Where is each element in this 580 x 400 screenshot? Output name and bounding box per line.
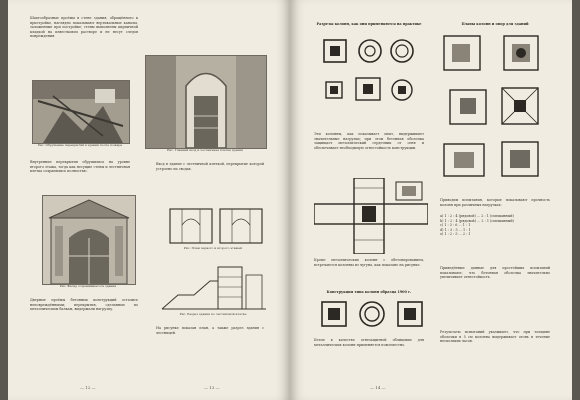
left-mid-text <box>30 160 130 174</box>
caption-fig4-text: Рис. План первого и второго этажей <box>183 246 243 250</box>
left-intro-text-content: Шахтообразные проёмы в стене здания, обращённого к пристройке, наглядно показывают вертикальные каналы, заложенные при постройке; стены выполнены кирпичной кладкой на известковом растворе и не несут следов повреждения. <box>30 16 138 39</box>
caption-fig5 <box>158 313 268 317</box>
right-text-col2-bottom <box>440 330 550 344</box>
heading-top-left: Разрезы колонн, как они применяются на практике <box>316 22 422 26</box>
right-text-col2-bottom-content: Результаты испытаний указывают, что при толщине оболочки в 5 см колонна выдерживает огонь в течение нескольких часов. <box>440 330 550 344</box>
left-page <box>8 0 290 400</box>
left-lower-right-text-content: На рисунке показан план, а также разрез здания с лестницей. <box>156 326 264 335</box>
collapsed-interior-illustration <box>33 81 129 143</box>
right-text-col1-bottom <box>314 338 424 347</box>
left-mid-text-content: Внутренние перекрытия обрушились на уровне второго этажа, тогда как несущие стены и лестничная клетка сохранились полностью. <box>30 160 130 174</box>
right-text-col2-content: Приводим испытания, которые показывают прочность колонн при различных нагрузках: <box>440 198 550 207</box>
beam-junction-diagram <box>314 178 428 254</box>
heading-top-right: Планы колонн и опор для зданий <box>461 22 529 26</box>
facade-illustration <box>43 196 135 284</box>
caption-fig1 <box>32 144 128 148</box>
table-row: c) 1 : 3 : 6 ... 1 : 1 <box>440 223 471 228</box>
right-text-col1-bottom-content: Бетон в качестве огнезащитной облицовки для металлических колонн применяется повсеместно. <box>314 338 424 347</box>
caption-fig4 <box>158 247 268 251</box>
right-text-col1-lower-content: Кроме металлических колонн с обетонированием, встречаются колонны из чугуна, как показано на рисунке. <box>314 258 424 267</box>
table-row: b) 1 : 2 : 4 (рядовой) ... 2 : 1 (смешанный) <box>440 218 514 223</box>
page-number-left-a: — 12 — <box>80 385 96 390</box>
caption-fig3-text: Рис. Фасад сохранившегося здания <box>59 284 117 288</box>
right-text-col2-lower <box>440 266 550 280</box>
right-text-col2 <box>440 198 550 207</box>
table-row: d) 1 : 3 : 5 ... 1 : 1 <box>440 227 471 232</box>
test-results-table <box>440 214 550 237</box>
entrance-illustration <box>146 56 266 148</box>
photo-building-facade <box>42 195 136 285</box>
photo-entrance-staircase <box>145 55 267 149</box>
left-intro-text <box>30 16 138 39</box>
left-lower-right-text <box>156 326 264 335</box>
caption-fig2 <box>145 149 265 153</box>
column-plans-illustration <box>440 32 552 182</box>
page-number-left-b: — 13 — <box>204 385 220 390</box>
floor-plans-diagram <box>168 205 264 245</box>
caption-fig2-text: Рис. Главный вход и лестничная клетка здания <box>167 148 243 152</box>
beam-junction-illustration <box>314 178 428 254</box>
right-page <box>290 0 572 400</box>
right-text-col2-lower-content: Приведённые данные для простейших испытаний показывают, что бетонная оболочка значительно увеличивает огнестойкость. <box>440 266 550 280</box>
table-row: a) 1 : 2 : 4 (рядовой) ... 2 : 1 (смешанный) <box>440 214 514 218</box>
section-illustration <box>158 265 268 311</box>
caption-fig5-text: Рис. Разрез здания по лестничной клетке <box>179 312 247 316</box>
column-sections-top <box>320 36 420 124</box>
heading-mid-left: Конструкция типа колонн образца 1900 г. <box>326 290 412 294</box>
left-right-col-text-content: Вход в здание с лестничной клеткой, перекрытие которой устроено на сводах. <box>156 162 264 171</box>
section-diagram <box>158 265 268 311</box>
column-sections-illustration <box>320 36 420 124</box>
column-sections-bottom-illustration <box>320 300 424 328</box>
right-text-col1-lower <box>314 258 424 267</box>
column-sections-bottom <box>320 300 424 328</box>
right-text-col1-content: Эти колонны, как показывает опыт, выдерживают значительные нагрузки; при этом бетонная оболочка защищает металлический сердечник от огня и обеспечивает необходимую огнестойкость конструкции. <box>314 132 424 150</box>
table-row: e) 1 : 2 : 5 ... 2 : 1 <box>440 232 471 237</box>
page-number-right: — 14 — <box>370 385 386 390</box>
right-text-col1 <box>314 132 424 150</box>
column-plans-top <box>440 32 552 182</box>
caption-fig1-text: Рис. Обрушение перекрытий в здании после пожара <box>37 143 123 147</box>
left-bottom-text-content: Дверные проёмы бетонных конструкций остались неповреждёнными; перекрытия, сделанные по металлическим балкам, выдержали нагрузку. <box>30 298 138 312</box>
caption-fig3 <box>42 285 134 289</box>
left-right-col-text <box>156 162 264 171</box>
floor-plans-illustration <box>168 205 264 245</box>
left-bottom-text <box>30 298 138 312</box>
photo-collapsed-interior <box>32 80 130 144</box>
